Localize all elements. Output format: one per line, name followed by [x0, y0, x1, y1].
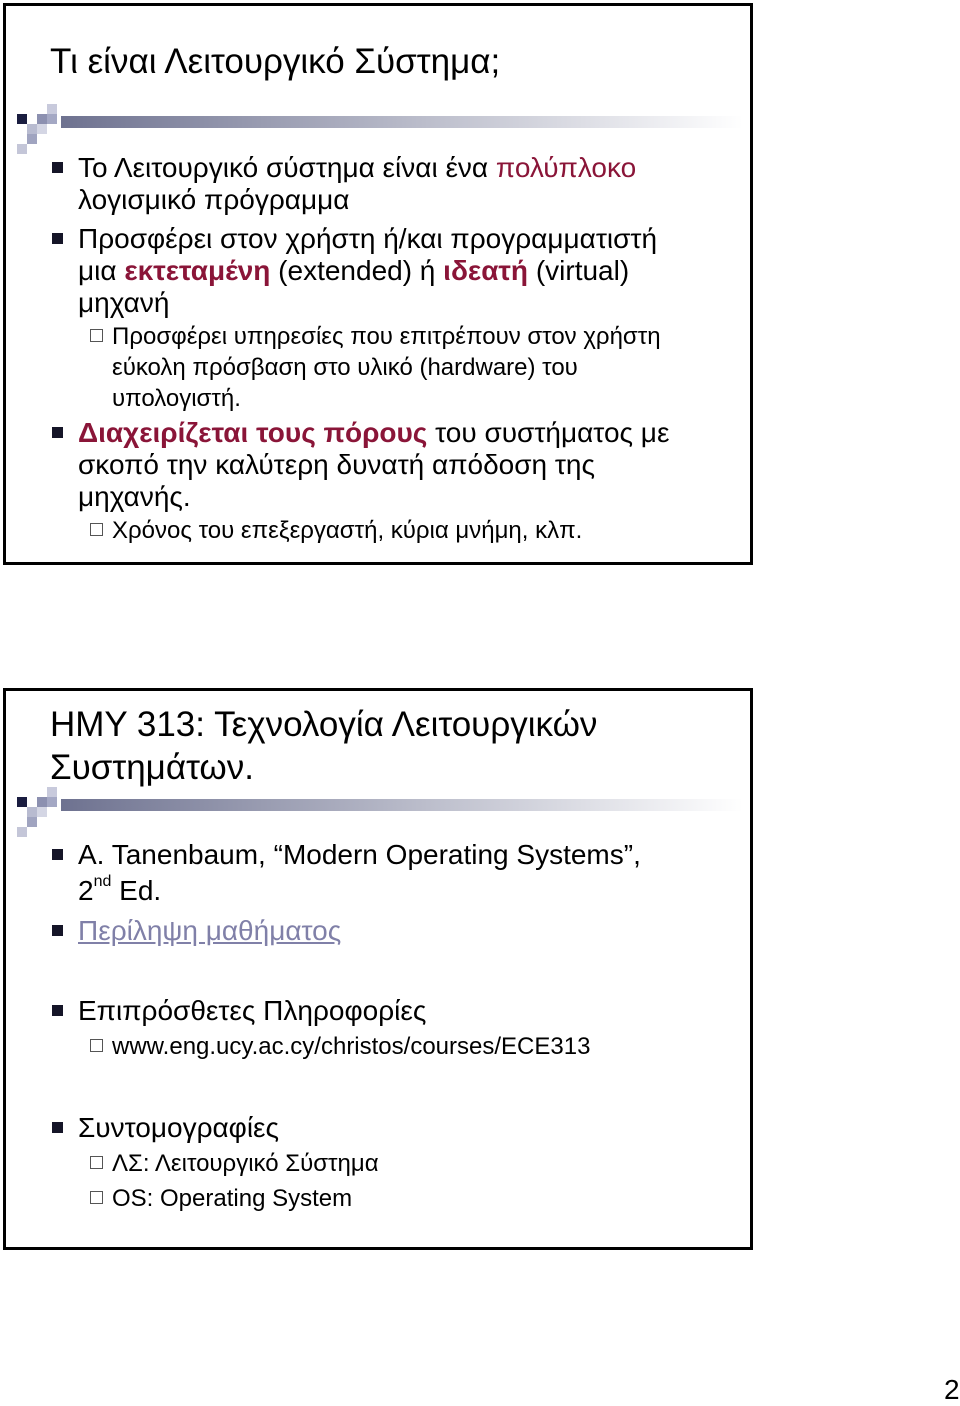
list-item: [48, 915, 728, 947]
page-number: 2: [944, 1374, 960, 1405]
square-bullet-icon: [52, 162, 63, 173]
bullet-text: (extended) ή: [270, 255, 444, 286]
list-item: [48, 837, 728, 909]
square-bullet-icon: [52, 925, 63, 936]
highlight-text: πολύπλοκο: [495, 152, 637, 183]
slide-2-bullets: [48, 837, 728, 1214]
bullet-text: Χρόνος του επεξεργαστή, κύρια μνήμη, κλπ.: [112, 517, 583, 544]
bullet-text: Επιπρόσθετες Πληροφορίες: [78, 995, 427, 1026]
list-item: [48, 1112, 728, 1144]
slide-1-title: Τι είναι Λειτουργικό Σύστημα;: [50, 42, 501, 81]
bullet-text: Προσφέρει υπηρεσίες που επιτρέπουν στον χρήστη: [112, 323, 661, 350]
bullet-text: A. Tanenbaum, “Modern Operating Systems”,: [78, 839, 641, 870]
title-line: ΗΜΥ 313: Τεχνολογία Λειτουργικών: [50, 705, 598, 744]
list-item: [48, 321, 728, 414]
course-url-text: www.eng.ucy.ac.cy/christos/courses/ECE313: [112, 1033, 591, 1060]
list-item: [48, 1183, 728, 1214]
bullet-text: υπολογιστή.: [112, 385, 241, 412]
list-item: [48, 995, 728, 1027]
bullet-text: (virtual): [528, 255, 630, 286]
slide-2-title: [50, 703, 597, 789]
list-item: [48, 152, 728, 216]
title-line: Συστημάτων.: [50, 748, 254, 787]
open-square-bullet-icon: [90, 329, 103, 342]
bullet-text: OS: Operating System: [112, 1185, 353, 1212]
bullet-text: λογισμικό πρόγραμμα: [78, 184, 350, 215]
slide-2: [3, 688, 753, 1250]
open-square-bullet-icon: [90, 1156, 103, 1169]
list-item: [48, 417, 728, 513]
square-bullet-icon: [52, 233, 63, 244]
bullet-text: του συστήματος με: [427, 417, 670, 448]
list-item: [48, 515, 728, 546]
bullet-text: εύκολη πρόσβαση στο υλικό (hardware) του: [112, 354, 578, 381]
bullet-text: 2: [78, 875, 94, 906]
highlight-text: Διαχειρίζεται τους πόρους: [78, 417, 428, 448]
highlight-text: ιδεατή: [443, 255, 529, 286]
bullet-text: Προσφέρει στον χρήστη ή/και προγραμματιστή: [78, 223, 658, 254]
course-summary-link[interactable]: Περίληψη μαθήματος: [78, 915, 342, 946]
list-item: [48, 223, 728, 319]
bullet-text: Συντομογραφίες: [78, 1112, 280, 1143]
square-bullet-icon: [52, 427, 63, 438]
bullet-text: Ed.: [111, 875, 162, 906]
open-square-bullet-icon: [90, 1039, 103, 1052]
open-square-bullet-icon: [90, 1191, 103, 1204]
bullet-text: σκοπό την καλύτερη δυνατή απόδοση της: [78, 449, 596, 480]
slide-1-bullets: [48, 152, 728, 546]
open-square-bullet-icon: [90, 523, 103, 536]
bullet-text: ΛΣ: Λειτουργικό Σύστημα: [112, 1150, 379, 1177]
highlight-text: εκτεταμένη: [124, 255, 271, 286]
slide-1: [3, 3, 753, 565]
square-bullet-icon: [52, 1005, 63, 1016]
superscript: nd: [93, 873, 112, 890]
bullet-text: μηχανή: [78, 287, 170, 318]
list-item: [48, 1148, 728, 1179]
list-item: [48, 1031, 728, 1062]
bullet-text: μια: [78, 255, 125, 286]
square-bullet-icon: [52, 849, 63, 860]
square-bullet-icon: [52, 1122, 63, 1133]
bullet-text: μηχανής.: [78, 481, 191, 512]
bullet-text: Το Λειτουργικό σύστημα είναι ένα: [78, 152, 496, 183]
title-decoration: [13, 785, 743, 845]
